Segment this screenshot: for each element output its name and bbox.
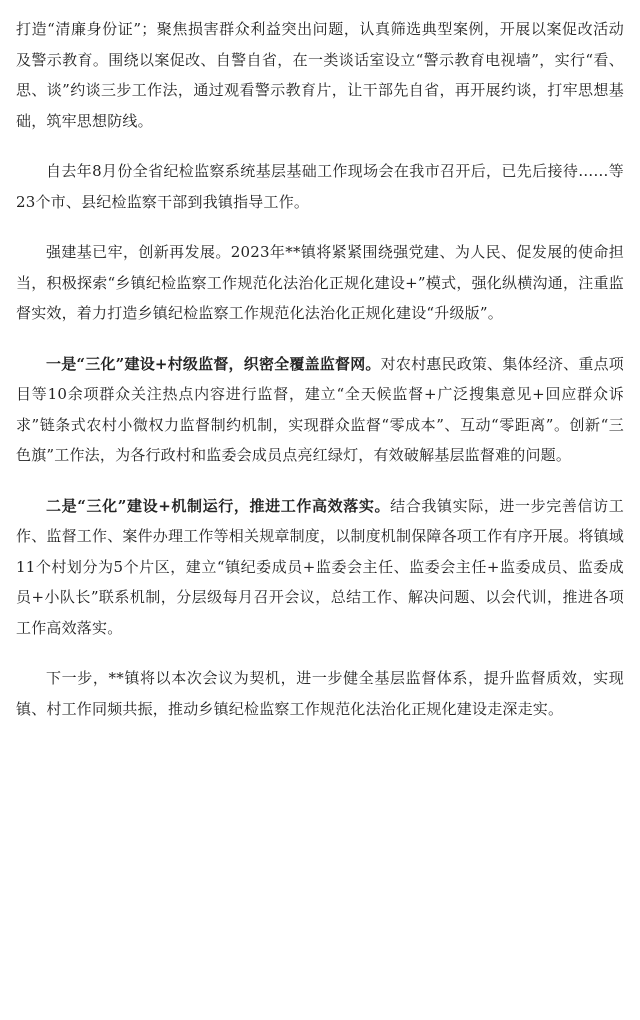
- paragraph-continued: [16, 14, 624, 136]
- paragraph-text: 对农村惠民政策、集体经济、重点项目等10余项群众关注热点内容进行监督，建立“全天候监督+广泛搜集意见+回应群众诉求”链条式农村小微权力监督制约机制，实现群众监督“零成本”、互动“零距离”。创新“三色旗”工作法，为各行政村和监委会成员点亮红绿灯，有效破解基层监督难的问题。: [16, 354, 625, 464]
- paragraph-development: [16, 237, 624, 329]
- paragraph-text: 自去年8月份全省纪检监察系统基层基础工作现场会在我市召开后，已先后接待……等23个市、县纪检监察干部到我镇指导工作。: [16, 162, 624, 211]
- paragraph-point-one: [16, 349, 624, 471]
- paragraph-text: 打造“清廉身份证”；聚焦损害群众利益突出问题，认真筛选典型案例，开展以案促改活动及警示教育。围绕以案促改、自警自省，在一类谈话室设立“警示教育电视墙”，实行“看、思、谈”约谈三步工作法，通过观看警示教育片，让干部先自省，再开展约谈，打牢思想基础，筑牢思想防线。: [16, 20, 624, 130]
- paragraph-next-step: [16, 663, 624, 724]
- paragraph-point-two: [16, 491, 624, 644]
- paragraph-text: 结合我镇实际，进一步完善信访工作、监督工作、案件办理工作等相关规章制度，以制度机制保障各项工作有序开展。将镇域11个村划分为5个片区，建立“镇纪委成员+监委会主任、监委会主任+监委成员、监委成员+小队长”联系机制，分层级每月召开会议，总结工作、解决问题、以会代训，推进各项工作高效落实。: [16, 496, 625, 637]
- paragraph-reception: [16, 156, 624, 217]
- paragraph-text: 强建基已牢，创新再发展。2023年**镇将紧紧围绕强党建、为人民、促发展的使命担当，积极探索“乡镇纪检监察工作规范化法治化正规化建设+”模式，强化纵横沟通，注重监督实效，着力打造乡镇纪检监察工作规范化法治化正规化建设“升级版”。: [16, 243, 624, 322]
- paragraph-lead-heading: 二是“三化”建设+机制运行，推进工作高效落实。: [46, 496, 391, 515]
- paragraph-lead-heading: 一是“三化”建设+村级监督，织密全覆盖监督网。: [46, 354, 381, 373]
- paragraph-text: 下一步，**镇将以本次会议为契机，进一步健全基层监督体系，提升监督质效，实现镇、村工作同频共振，推动乡镇纪检监察工作规范化法治化正规化建设走深走实。: [16, 669, 624, 718]
